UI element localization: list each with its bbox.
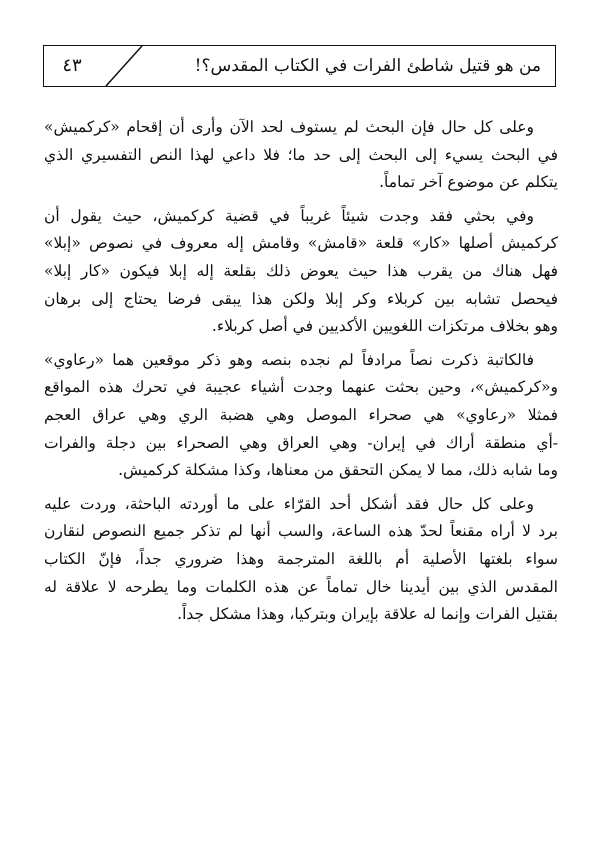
text-line: فيحصل تشابه بين كربلاء وكر إبلا ولكن هذا يبقى فرضا يحتاج إلى برهان <box>44 289 558 308</box>
paragraph <box>44 491 558 629</box>
text-line: وهو بخلاف مرتكزات اللغويين الأكديين في أصل كربلاء. <box>211 317 558 336</box>
text-line: و«كركميش»، وحين بحثت عنهما وجدت أشياء عجيبة في تحرك هذه المواقع <box>44 378 558 397</box>
text-line: في البحث يسيء إلى البحث إلى حد ما؛ فلا داعي لهذا النص التفسيري الذي <box>44 145 558 164</box>
text-line: وما شابه ذلك، مما لا يمكن التحقق من معناها، وكذا مشكلة كركميش. <box>118 461 558 480</box>
page-number: ٤٣ <box>62 55 82 76</box>
page-header <box>43 45 556 87</box>
paragraph <box>44 203 558 341</box>
running-title: من هو قتيل شاطئ الفرات في الكتاب المقدس؟! <box>194 56 541 76</box>
text-line: وعلى كل حال فقد أشكل أحد القرّاء على ما أوردته الباحثة، وردت عليه <box>44 494 534 513</box>
paragraph <box>44 347 558 485</box>
text-line: فالكاتبة ذكرت نصاً مرادفاً لم نجده بنصه وهو ذكر موقعين هما «رعاوي» <box>44 350 534 369</box>
body-text <box>44 114 558 635</box>
paragraph <box>44 114 558 197</box>
text-line: المقدس الذي بين أيدينا خال تماماً عن هذه الكلمات وما يطرحه لا علاقة له <box>44 577 558 596</box>
text-line: -أي منطقة أراك في إيران- وهي العراق وهي الصحراء بين دجلة والفرات <box>44 433 558 452</box>
text-line: بقتيل الفرات وإنما له علاقة بإيران وبتركيا، وهذا مشكل جداً. <box>177 605 558 624</box>
text-line: كركميش أصلها «كار» قلعة «قامش» وقامش إله معروف في نصوص «إبلا» <box>44 234 558 253</box>
text-line: سواء بلغتها الأصلية أم باللغة المترجمة وهذا ضروري جداً، فإنّ الكتاب <box>44 549 558 568</box>
text-line: وعلى كل حال فإن البحث لم يستوف لحد الآن وأرى أن إقحام «كركميش» <box>44 118 534 136</box>
text-line: وفي بحثي فقد وجدت شيئاً غريباً في قضية كركميش، حيث يقول أن <box>44 206 534 225</box>
text-line: فهل هناك من يقرب هذا حيث يعوض ذلك بقلعة إله إبلا فيكون «كار إبلا» <box>44 261 558 280</box>
text-line: برد لا أراه مقنعاً لحدّ هذه الساعة، والسب أنها لم تذكر جميع النصوص لنقارن <box>44 522 558 541</box>
text-line: فمثلا «رعاوي» هي صحراء الموصل وهي هضبة الري وهي عراق العجم <box>44 405 558 424</box>
text-line: يتكلم عن موضوع آخر تماماً. <box>379 173 558 192</box>
